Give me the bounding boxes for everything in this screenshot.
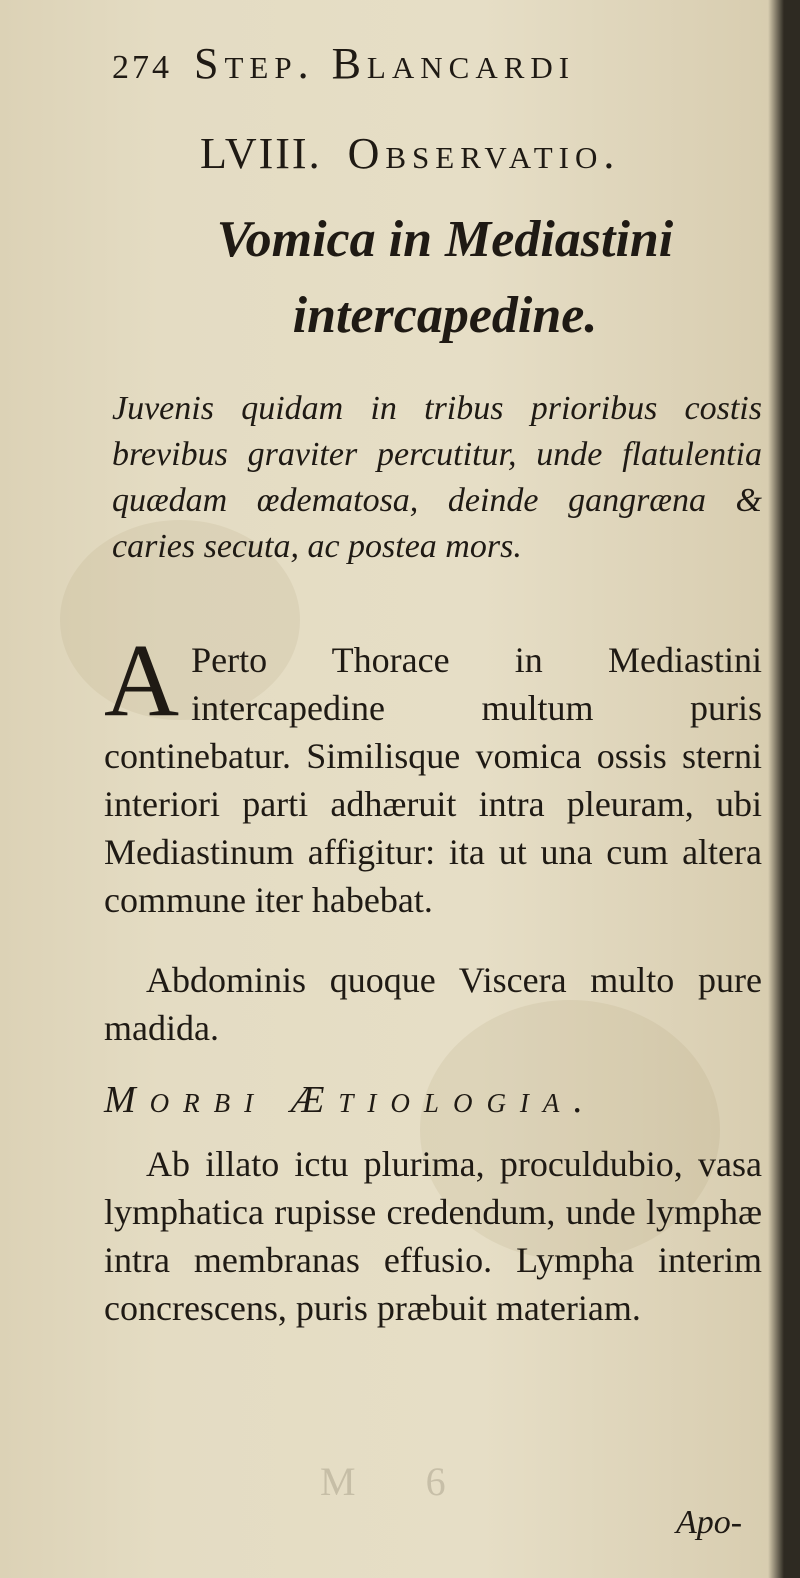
body-paragraph-3: Ab illato ictu plurima, proculdubio, vasa lymphatica rupisse credendum, unde lymphæ intra membranas effusio. Lympha interim concrescens, puris præbuit materiam. (104, 1144, 762, 1328)
observation-label: Observatio. (347, 129, 621, 178)
observation-heading (200, 128, 620, 179)
body-paragraph-2: Abdominis quoque Viscera multo pure madida. (104, 960, 762, 1048)
drop-cap: A (104, 623, 180, 738)
catchword: Apo- (676, 1504, 743, 1541)
case-summary: Juvenis quidam in tribus prioribus costis brevibus graviter percutitur, unde flatulentia quædam œdematosa, deinde gangræna & caries secuta, ac postea mors. (112, 390, 762, 565)
running-header (112, 38, 575, 89)
paragraph-1-text: Perto Thorace in Mediastini intercapedine multum puris continebatur. Similisque vomica ossis sterni interiori parti adhæruit intra pleuram, ubi Mediastinum affigitur: ita ut una cum altera commune iter habebat. (104, 640, 762, 920)
page-number: 274 (112, 49, 172, 86)
observation-number: LVIII. (200, 129, 322, 178)
running-title: Step. Blancardi (194, 39, 576, 88)
signature-mark: M 6 (320, 1459, 476, 1504)
section-heading: Morbi Ætiologia. (104, 1079, 597, 1121)
body-paragraph-1 (104, 623, 762, 924)
observation-title: Vomica in Mediastini intercapedine. (216, 211, 674, 344)
